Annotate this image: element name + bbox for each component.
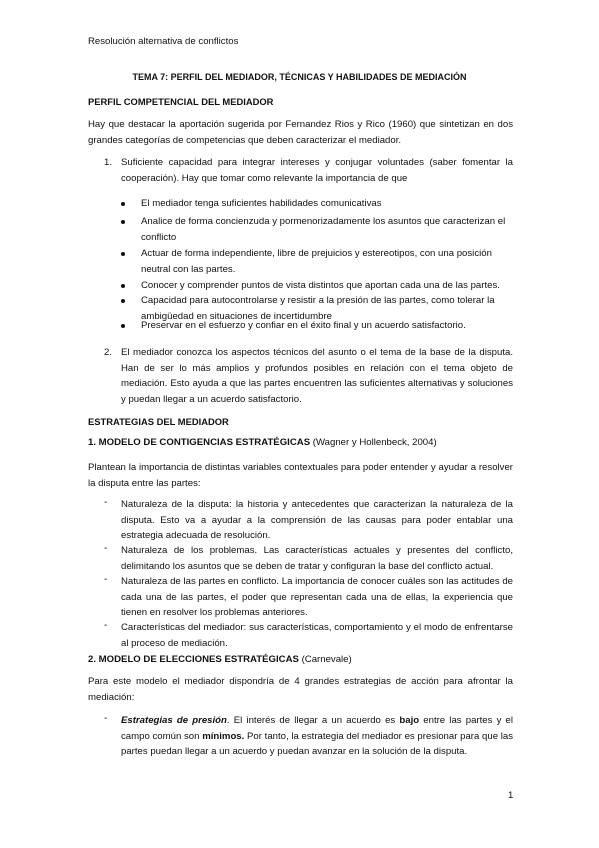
- item-2-text: El mediador conozca los aspectos técnicos del asunto o el tema de la base de la disputa. Han de ser lo más amplios y profundos posibles en relación con el tema objeto de mediación. Esto ayuda a que las partes encuentren las suficientes alternativas y soluciones y puedan llegar a un acuerdo satisfactorio.: [121, 347, 513, 405]
- bullet-item: Analice de forma concienzuda y pormenorizadamente los asuntos que caracterizan el conflicto: [121, 214, 513, 245]
- bullet-item: Actuar de forma independiente, libre de prejuicios y estereotipos, con una posición neutral con las partes.: [121, 246, 513, 277]
- bullet-item: El mediador tenga suficientes habilidades comunicativas: [121, 196, 513, 212]
- dash-marker: -: [104, 620, 108, 631]
- dash-marker: -: [104, 543, 108, 554]
- item-1-number: 1.: [104, 157, 113, 168]
- page-number: 1: [508, 790, 514, 801]
- bullet-dot: [121, 324, 125, 328]
- model-2-heading: 2. MODELO DE ELECCIONES ESTRATÉGICAS (Carnevale): [88, 654, 352, 665]
- bullet-item: Preservar en el esfuerzo y confiar en el éxito final y un acuerdo satisfactorio.: [121, 318, 513, 334]
- list-item: - Naturaleza de las partes en conflicto. La importancia de conocer cuáles son las actitudes de cada una de las partes, el poder que representan cada una de ellas, la experiencia que tienen en resolver los problemas anteriores.: [104, 574, 513, 618]
- page-title: TEMA 7: PERFIL DEL MEDIADOR, TÉCNICAS Y HABILIDADES DE MEDIACIÓN: [132, 72, 467, 82]
- model-1-heading: 1. MODELO DE CONTIGENCIAS ESTRATÉGICAS (Wagner y Hollenbeck, 2004): [88, 437, 437, 448]
- bullet-item: Conocer y comprender puntos de vista distintos que aportan cada una de las partes.: [121, 278, 513, 294]
- bullet-item: Capacidad para autocontrolarse y resistir a la presión de las partes, como tolerar la ambigüedad en situaciones de incertidumbre: [121, 293, 513, 324]
- bullet-dot: [121, 252, 125, 256]
- model-1-intro: Plantean la importancia de distintas variables contextuales para poder entender y ayudar a resolver la disputa entre las partes:: [88, 462, 513, 489]
- intro-paragraph: Hay que destacar la aportación sugerida por Fernandez Rios y Rico (1960) que sintetizan en dos grandes categorías de competencias que deben caracterizar el mediador.: [88, 119, 513, 146]
- running-header: Resolución alternativa de conflictos: [88, 36, 239, 47]
- model-2-list: [104, 713, 513, 760]
- list-item: - Características del mediador: sus características, comportamiento y el modo de enfrentarse al proceso de mediación.: [104, 620, 513, 649]
- section-heading-estrategias: ESTRATEGIAS DEL MEDIADOR: [88, 416, 229, 427]
- list-item: - Naturaleza de los problemas. Las características actuales y presentes del conflicto, delimitando los asuntos que se deben de tratar y configuran la base del conflicto actual.: [104, 543, 513, 572]
- bullet-dot: [121, 284, 125, 288]
- dash-marker: -: [104, 497, 108, 508]
- bullet-dot: [121, 299, 125, 303]
- bullet-dot: [121, 220, 125, 224]
- section-heading-perfil: PERFIL COMPETENCIAL DEL MEDIADOR: [88, 96, 274, 107]
- item-2-number: 2.: [104, 347, 113, 358]
- list-item: Estrategias de presión. El interés de llegar a un acuerdo es bajo entre las partes y el campo común son mínimos. Por tanto, la estrategia del mediador es presionar para que las partes puedan llegar a un acuerdo y puedan avanzar en la solución de la disputa.: [121, 715, 514, 757]
- model-2-intro: Para este modelo el mediador dispondría de 4 grandes estrategias de acción para afrontar la mediación:: [88, 676, 513, 703]
- dash-marker: -: [104, 713, 108, 724]
- bullet-dot: [121, 202, 125, 206]
- item-1-text: Suficiente capacidad para integrar intereses y conjugar voluntades (saber fomentar la cooperación). Hay que tomar como relevante la importancia de que: [121, 157, 513, 184]
- dash-marker: -: [104, 574, 108, 585]
- list-item: - Naturaleza de la disputa: la historia y antecedentes que caracterizan la naturaleza de la disputa. Esto va a ayudar a la comprensión de las causas para poder entablar una estrategia adecuada de resolución.: [104, 497, 513, 541]
